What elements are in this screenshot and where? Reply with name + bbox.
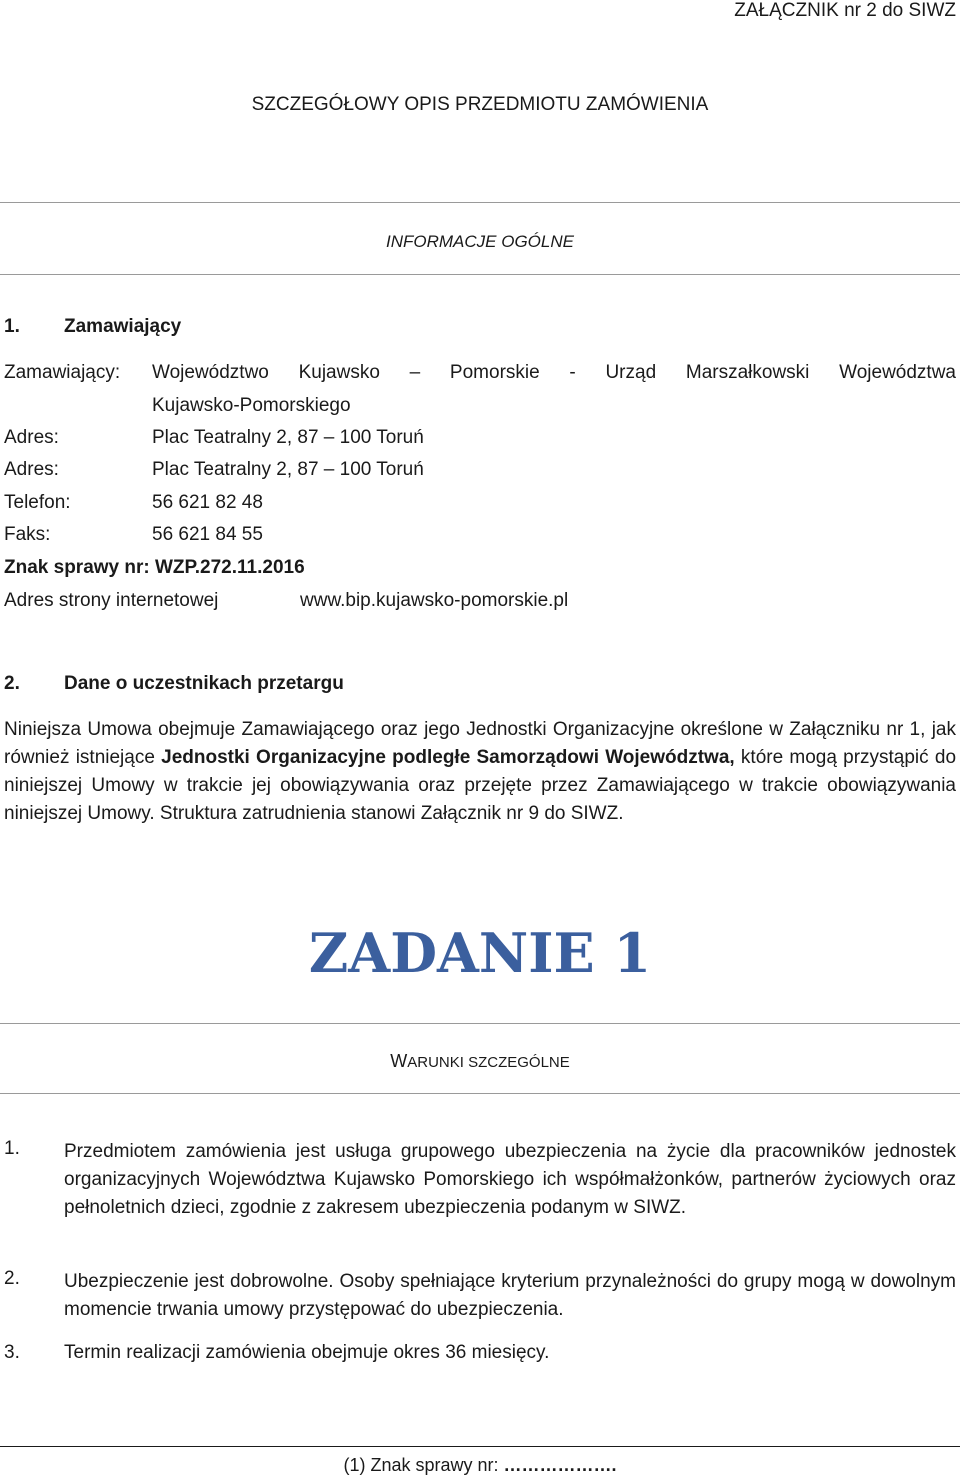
divider	[0, 202, 960, 203]
address-value: Plac Teatralny 2, 87 – 100 Toruń	[152, 427, 424, 448]
address-label: Adres:	[4, 427, 59, 448]
attachment-label: ZAŁĄCZNIK nr 2 do SIWZ	[734, 0, 956, 21]
document-title: SZCZEGÓŁOWY OPIS PRZEDMIOTU ZAMÓWIENIA	[251, 94, 709, 115]
footer-divider	[0, 1446, 960, 1447]
task-title: ZADANIE 1	[308, 921, 652, 985]
address-label: Adres:	[4, 459, 59, 480]
condition-number: 3.	[4, 1342, 20, 1363]
divider	[0, 1093, 960, 1094]
website-label: Adres strony internetowej	[4, 590, 219, 611]
orderer-value: Województwo Kujawsko – Pomorskie - Urząd Marszałkowski Województwa	[152, 362, 956, 383]
orderer-value-continued: Kujawsko-Pomorskiego	[152, 395, 351, 416]
phone-label: Telefon:	[4, 492, 71, 513]
footer-note: (1) Znak sprawy nr: ……………….	[343, 1455, 617, 1475]
fax-value: 56 621 84 55	[152, 524, 263, 545]
section-2-heading: Dane o uczestnikach przetargu	[64, 673, 344, 694]
condition-text: Termin realizacji zamówienia obejmuje okres 36 miesięcy.	[64, 1342, 550, 1363]
address-value: Plac Teatralny 2, 87 – 100 Toruń	[152, 459, 424, 480]
participants-bold-phrase: Jednostki Organizacyjne podległe Samorządowi Województwa,	[161, 747, 735, 768]
orderer-label: Zamawiający:	[4, 362, 121, 383]
condition-number: 2.	[4, 1268, 20, 1289]
general-info-heading: INFORMACJE OGÓLNE	[386, 232, 574, 251]
divider	[0, 1023, 960, 1024]
participants-paragraph: Niniejsza Umowa obejmuje Zamawiającego oraz jego Jednostki Organizacyjne określone w Załączniku nr 1, jak również istniejące Jednostki Organizacyjne podległe Samorządowi Województwa, które mogą przystąpić do niniejszej Umowy w trakcie jej obowiązywania oraz przejęte przez Zamawiającego w trakcie obowiązywania niniejszej Umowy. Struktura zatrudnienia stanowi Załącznik nr 9 do SIWZ.	[4, 719, 957, 824]
condition-text: Ubezpieczenie jest dobrowolne. Osoby spełniające kryterium przynależności do grupy mogą w dowolnym momencie trwania umowy przystępować do ubezpieczenia.	[64, 1271, 956, 1320]
condition-number: 1.	[4, 1138, 20, 1159]
section-2-number: 2.	[4, 673, 20, 694]
condition-text: Przedmiotem zamówienia jest usługa grupowego ubezpieczenia na życie dla pracowników jednostek organizacyjnych Województwa Kujawsko Pomorskiego ich współmałżonków, partnerów życiowych oraz pełnoletnich dzieci, zgodnie z zakresem ubezpieczenia podanym w SIWZ.	[64, 1141, 956, 1218]
phone-value: 56 621 82 48	[152, 492, 263, 513]
website-link[interactable]: www.bip.kujawsko-pomorskie.pl	[300, 590, 569, 611]
fax-label: Faks:	[4, 524, 51, 545]
section-1-heading: Zamawiający	[64, 316, 182, 337]
section-1-number: 1.	[4, 316, 20, 337]
special-conditions-heading: WARUNKI SZCZEGÓLNE	[390, 1051, 570, 1071]
divider	[0, 274, 960, 275]
case-number: Znak sprawy nr: WZP.272.11.2016	[4, 557, 305, 578]
